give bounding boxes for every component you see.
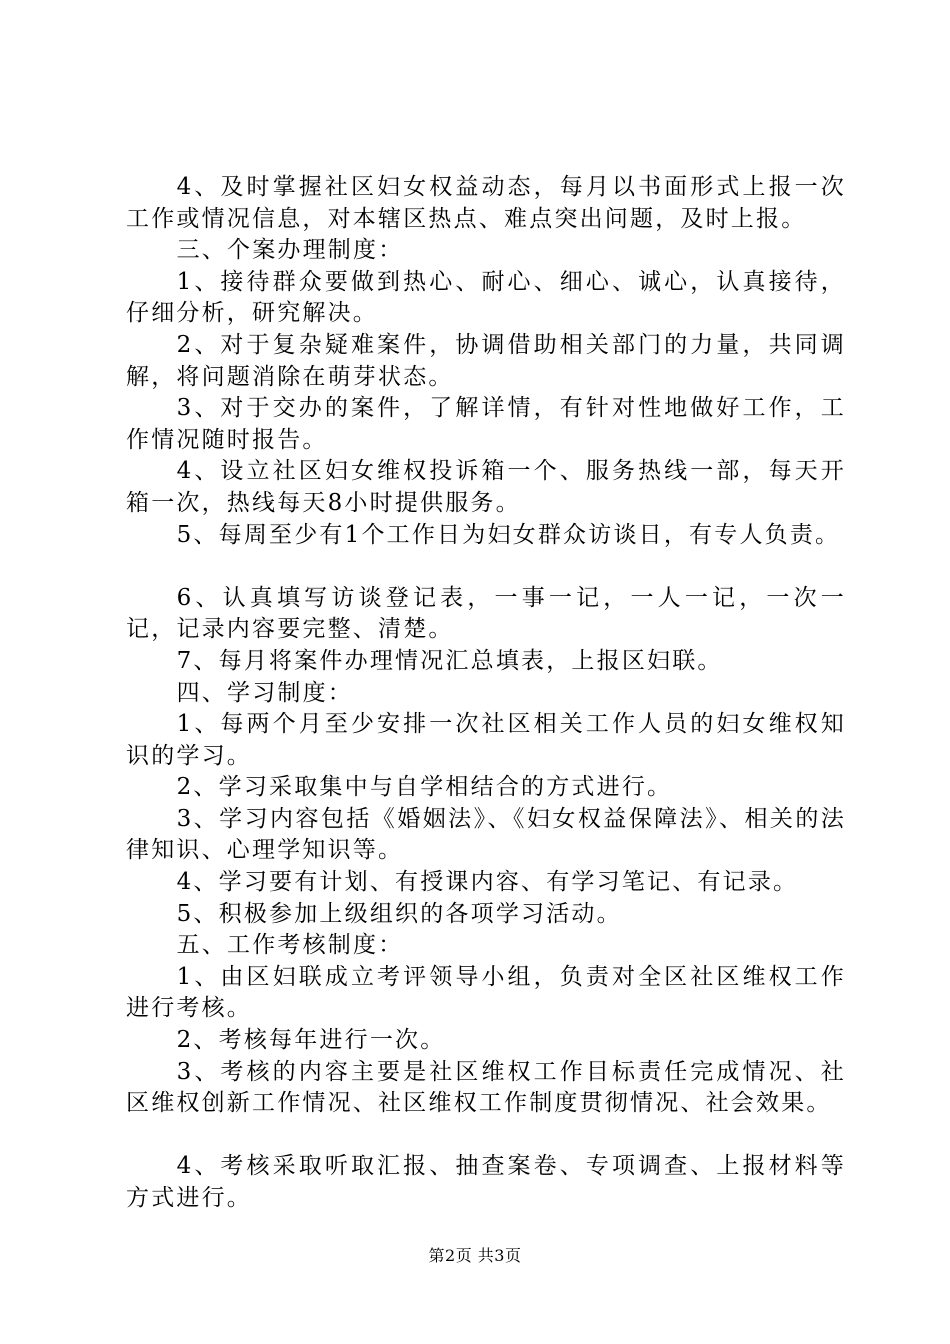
paragraph: 4、及时掌握社区妇女权益动态，每月以书面形式上报一次工作或情况信息，对本辖区热点、难点突出问题，及时上报。 — [126, 174, 846, 232]
section-heading: 五、工作考核制度： — [176, 932, 404, 959]
paragraph: 3、学习内容包括《婚姻法》、《妇女权益保障法》、相关的法律知识、心理学知识等。 — [126, 805, 846, 864]
paragraph: 6、认真填写访谈登记表，一事一记，一人一记，一次一记，记录内容要完整、清楚。 — [126, 584, 846, 643]
document-body — [126, 172, 846, 1215]
paragraph: 4、学习要有计划、有授课内容、有学习笔记、有记录。 — [176, 869, 799, 896]
paragraph: 1、由区妇联成立考评领导小组，负责对全区社区维权工作进行考核。 — [126, 963, 846, 1022]
section-heading: 四、学习制度： — [176, 679, 353, 706]
paragraph: 2、考核每年进行一次。 — [176, 1027, 446, 1054]
paragraph: 5、积极参加上级组织的各项学习活动。 — [176, 900, 622, 927]
paragraph: 2、学习采取集中与自学相结合的方式进行。 — [176, 774, 673, 801]
paragraph: 5、每周至少有1个工作日为妇女群众访谈日，有专人负责。 — [176, 521, 841, 548]
section-heading: 三、个案办理制度： — [176, 237, 404, 264]
paragraph: 1、接待群众要做到热心、耐心、细心、诚心，认真接待，仔细分析，研究解决。 — [126, 268, 846, 327]
paragraph: 1、每两个月至少安排一次社区相关工作人员的妇女维权知识的学习。 — [126, 711, 846, 769]
page-number-footer: 第2页 共3页 — [428, 1246, 522, 1265]
paragraph: 3、对于交办的案件，了解详情，有针对性地做好工作，工作情况随时报告。 — [126, 395, 846, 453]
paragraph: 3、考核的内容主要是社区维权工作目标责任完成情况、社区维权创新工作情况、社区维权工作制度贯彻情况、社会效果。 — [126, 1058, 846, 1117]
paragraph: 4、考核采取听取汇报、抽查案卷、专项调查、上报材料等方式进行。 — [126, 1153, 846, 1211]
paragraph: 2、对于复杂疑难案件，协调借助相关部门的力量，共同调解，将问题消除在萌芽状态。 — [126, 331, 846, 390]
paragraph: 4、设立社区妇女维权投诉箱一个、服务热线一部，每天开箱一次，热线每天8小时提供服务。 — [126, 458, 846, 516]
paragraph: 7、每月将案件办理情况汇总填表，上报区妇联。 — [176, 647, 723, 674]
